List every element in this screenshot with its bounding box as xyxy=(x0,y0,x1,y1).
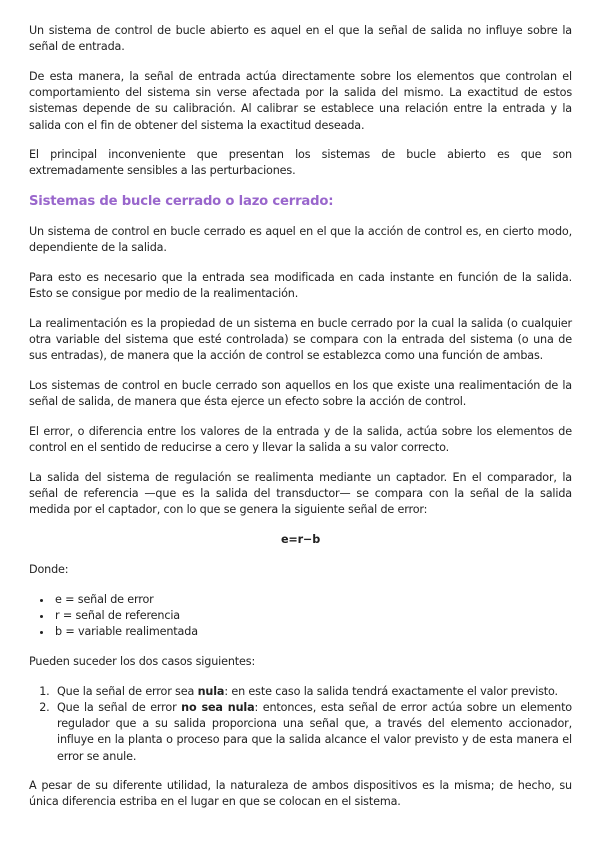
list-item: • b = variable realimentada xyxy=(53,624,572,640)
paragraph-feedback-definition: La realimentación es la propiedad de un sistema en bucle cerrado por la cual la salida (o cualquier otra variable del sistema que esté controlada) se compara con la entrada del sistema (o una de sus entradas), de manera que la acción de control se establezca como una función de ambas. xyxy=(29,316,572,363)
paragraph-closed-loop-systems: Los sistemas de control en bucle cerrado son aquellos en los que existe una realimentación de la señal de salida, de manera que ésta ejerce un efecto sobre la acción de control. xyxy=(29,379,572,409)
definitions-list xyxy=(29,592,572,641)
list-item: • r = señal de referencia xyxy=(53,608,572,624)
paragraph-closed-loop-definition: Un sistema de control en bucle cerrado es aquel en el que la acción de control es, en cierto modo, dependiente de la salida. xyxy=(29,225,572,255)
case-keyword: no sea nula xyxy=(181,700,255,714)
case-prefix: Que la señal de error xyxy=(57,700,182,714)
case-suffix: : en este caso la salida tendrá exactamente el valor previsto. xyxy=(224,684,558,698)
case-keyword: nula xyxy=(197,684,225,698)
cases-list xyxy=(29,684,572,765)
paragraph-where: Donde: xyxy=(29,563,69,577)
case-suffix: : entonces, esta señal de error actúa sobre un elemento regulador que a su salida proporciona una señal que, a través del elemento accionador, influye en la planta o proceso para que la salida alcance el valor previsto y de esta manera el error se anule. xyxy=(57,700,572,763)
paragraph-conclusion: A pesar de su diferente utilidad, la naturaleza de ambos dispositivos es la misma; de hecho, su única diferencia estriba en el lugar en que se colocan en el sistema. xyxy=(29,779,572,809)
paragraph-sensor-comparator: La salida del sistema de regulación se realimenta mediante un captador. En el comparador, la señal de referencia —que es la salida del transductor— se compara con la señal de la salida medida por el captador, con lo que se genera la siguiente señal de error: xyxy=(29,470,572,517)
list-item: • e = señal de error xyxy=(53,592,572,608)
paragraph-open-loop-calibration: De esta manera, la señal de entrada actúa directamente sobre los elementos que controlan el comportamiento del sistema sin verse afectada por la salida del mismo. La exactitud de estos sistemas depende de su calibración. Al calibrar se establece una relación entre la entrada y la salida con el fin de obtener del sistema la exactitud deseada. xyxy=(29,69,572,132)
error-formula: e=r−b xyxy=(280,532,321,546)
paragraph-open-loop-drawback: El principal inconveniente que presentan los sistemas de bucle abierto es que son extremadamente sensibles a las perturbaciones. xyxy=(29,148,572,178)
case-prefix: Que la señal de error sea xyxy=(57,684,198,698)
section-heading-closed-loop: Sistemas de bucle cerrado o lazo cerrado: xyxy=(29,194,334,210)
paragraph-open-loop-definition: Un sistema de control de bucle abierto es aquel en el que la señal de salida no influye sobre la señal de entrada. xyxy=(29,24,572,54)
paragraph-error-description: El error, o diferencia entre los valores de la entrada y de la salida, actúa sobre los elementos de control en el sentido de reducirse a cero y llevar la salida a su valor correcto. xyxy=(29,424,572,455)
list-item xyxy=(53,684,572,700)
paragraph-two-cases: Pueden suceder los dos casos siguientes: xyxy=(29,654,256,668)
list-item xyxy=(53,700,572,765)
paragraph-feedback-need: Para esto es necesario que la entrada sea modificada en cada instante en función de la salida. Esto se consigue por medio de la realimentación. xyxy=(29,271,572,301)
